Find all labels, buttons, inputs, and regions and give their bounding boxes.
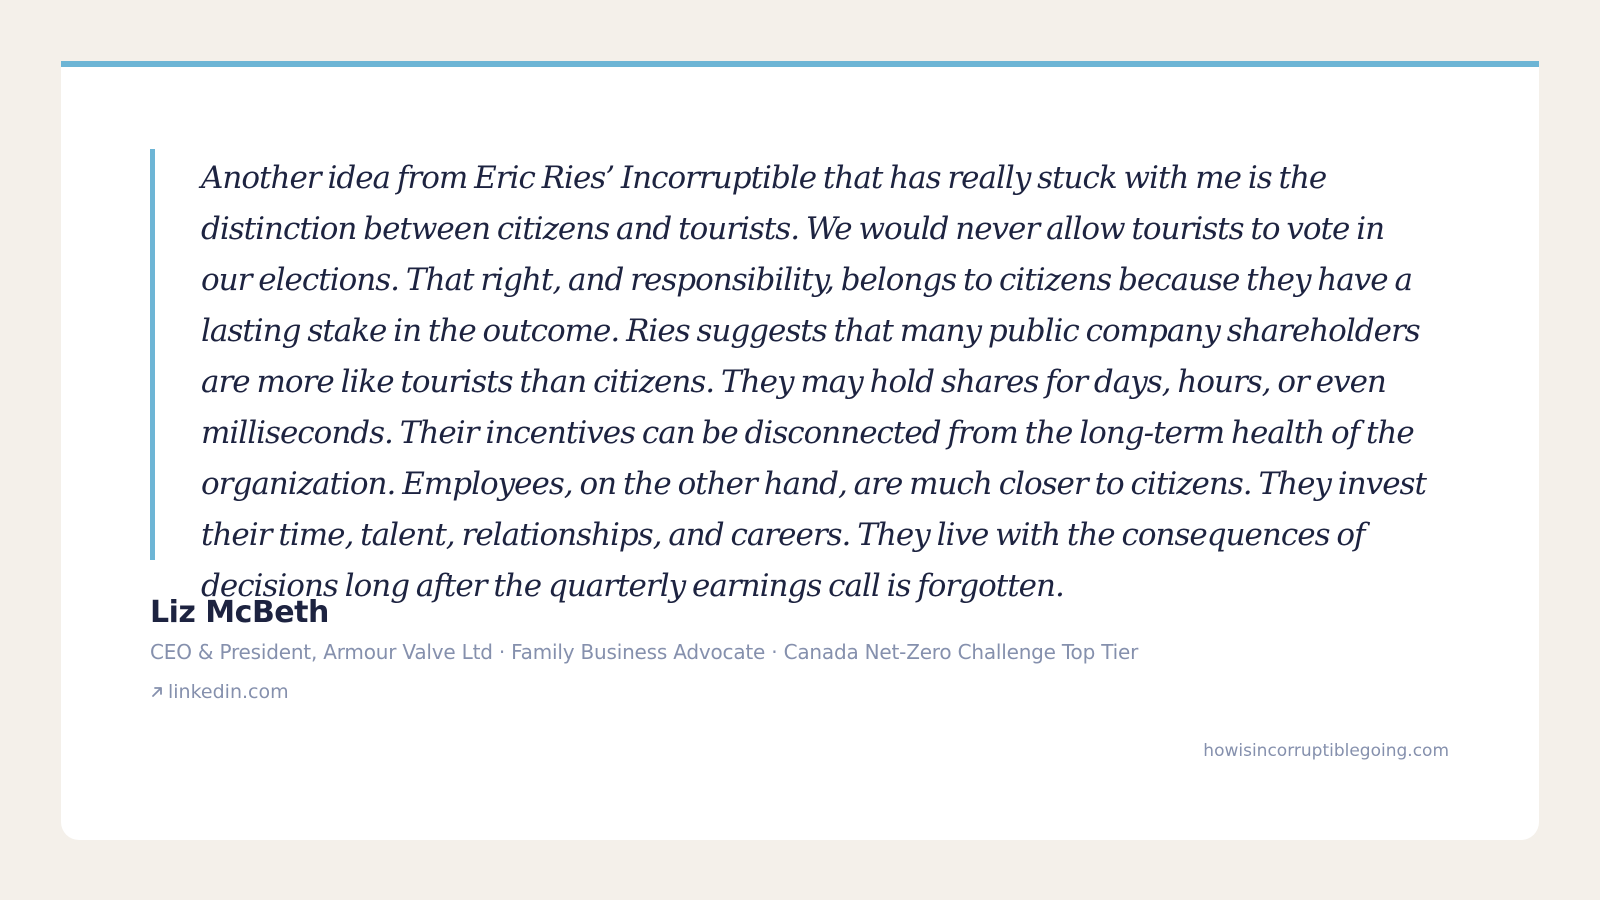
quote-card (61, 61, 1539, 840)
linkedin-link-label: linkedin.com (168, 681, 289, 703)
quote-text: Another idea from Eric Ries’ Incorruptible that has really stuck with me is the distinction between citizens and tourists. We would never allow tourists to vote in our elections. That right, and responsibility, belongs to citizens because they have a lasting stake in the outcome. Ries suggests that many public company shareholders are more like tourists than citizens. They may hold shares for days, hours, or even milliseconds. Their incentives can be disconnected from the long-term health of the organization. Employees, on the other hand, are much closer to citizens. They invest their time, talent, relationships, and careers. They live with the consequences of decisions long after the quarterly earnings call is forgotten. (201, 160, 1426, 604)
site-url: howisincorruptiblegoing.com (1203, 741, 1449, 761)
author-name: Liz McBeth (150, 595, 329, 630)
quote-block (150, 149, 1440, 604)
author-title: CEO & President, Armour Valve Ltd · Family Business Advocate · Canada Net-Zero Challenge Top Tier (150, 640, 1139, 664)
arrow-up-right-icon (150, 685, 164, 699)
linkedin-link[interactable] (150, 681, 289, 703)
